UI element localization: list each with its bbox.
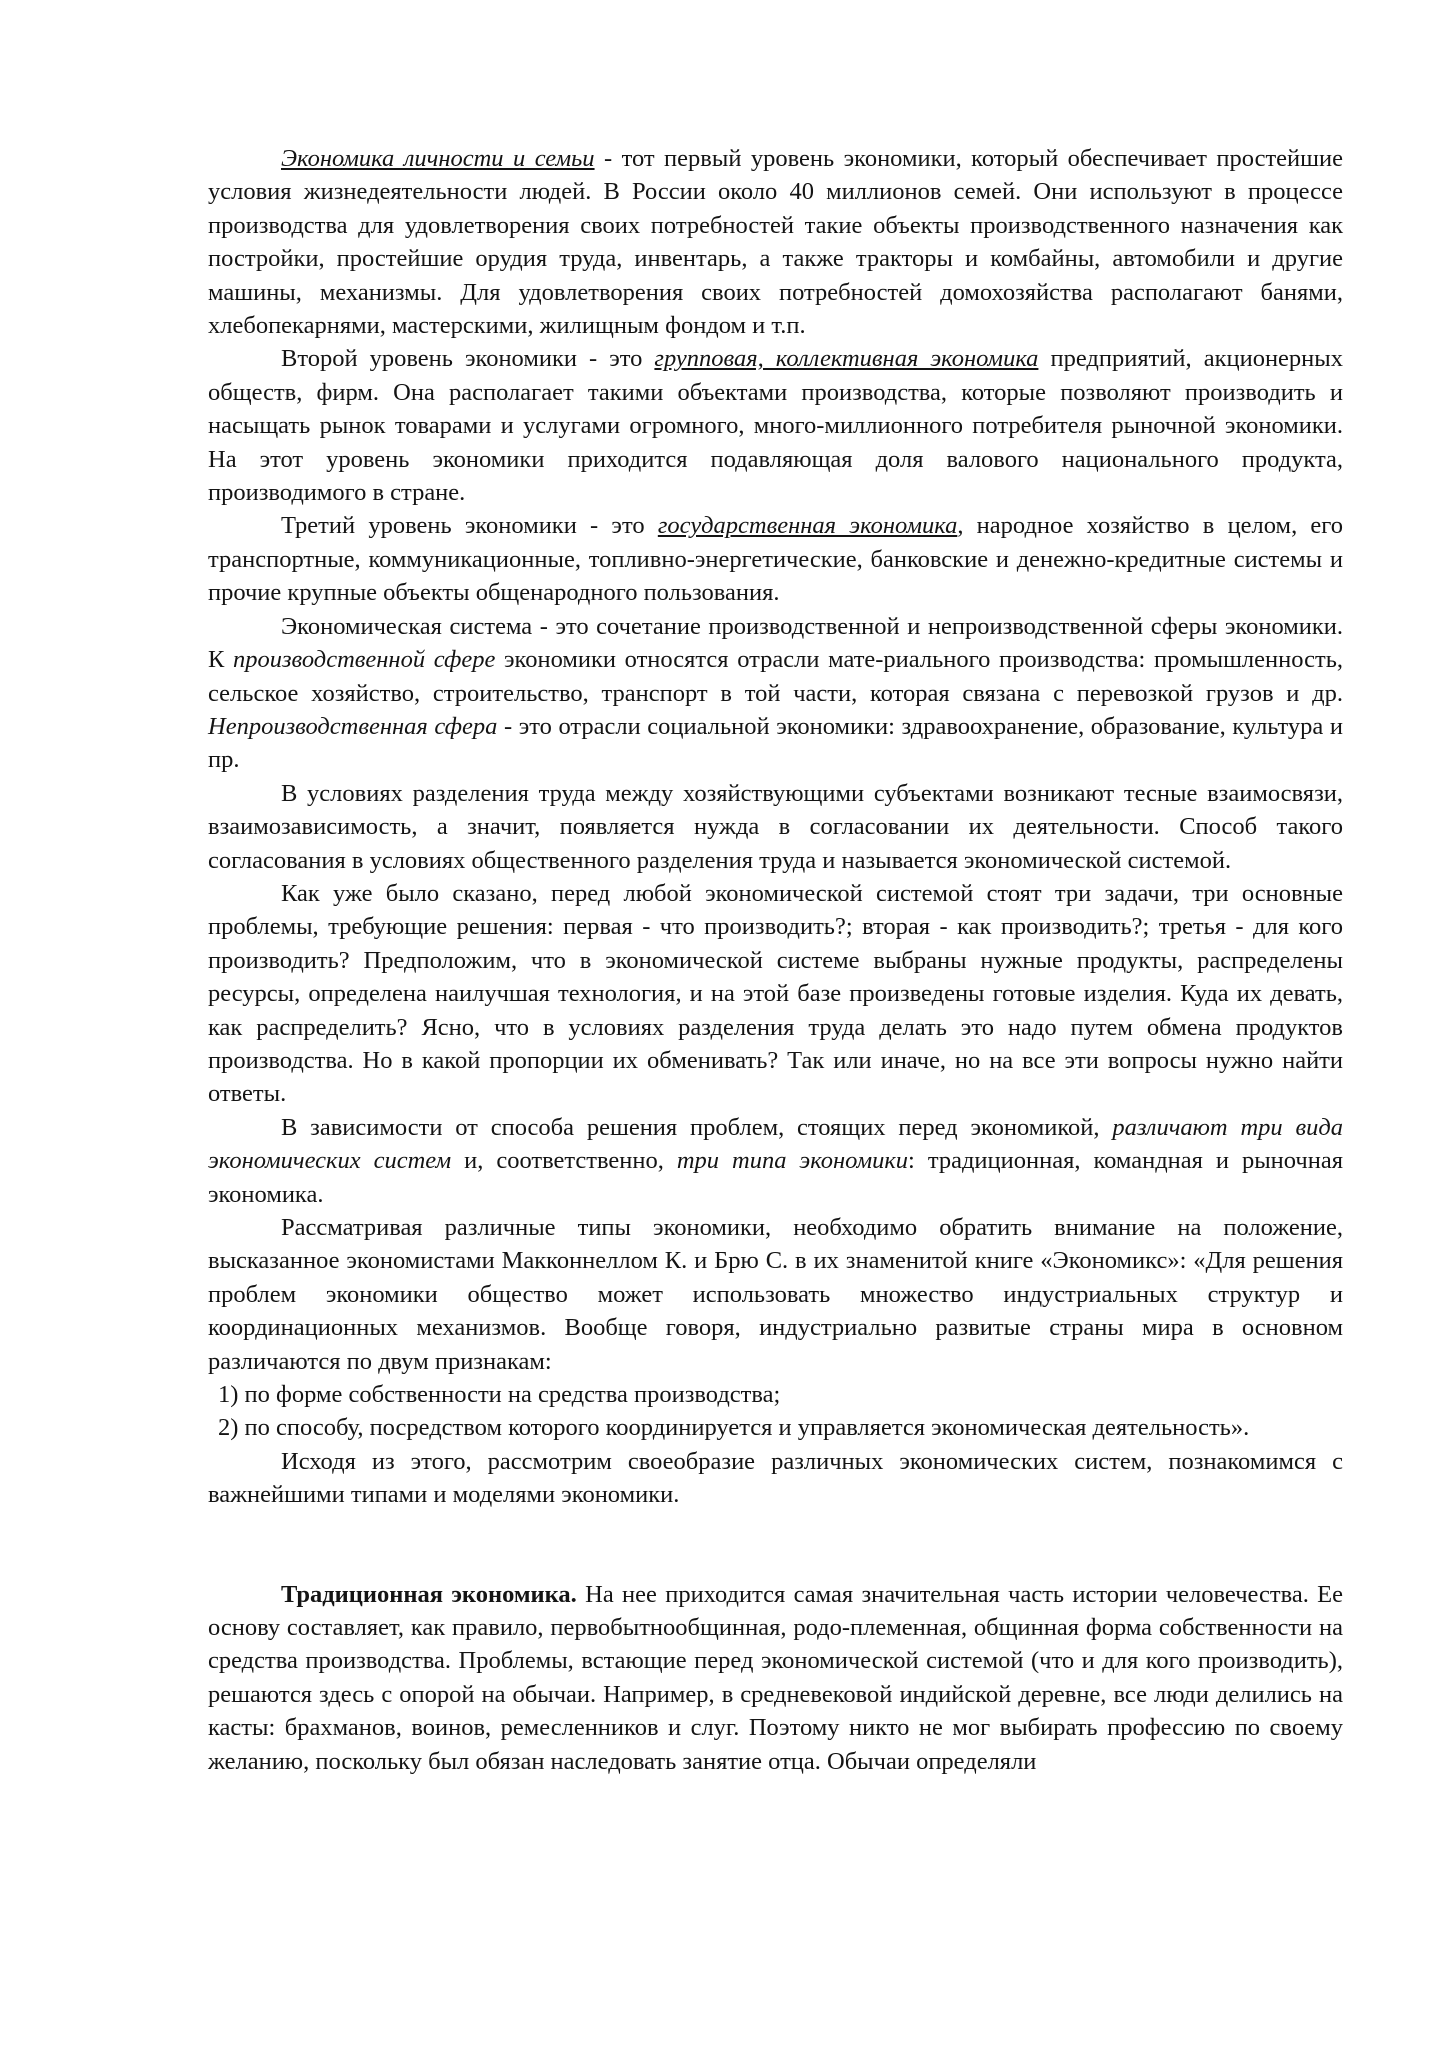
paragraph-family-economy: [208, 142, 1343, 342]
term-production-sphere: производственной сфере: [233, 646, 496, 674]
paragraph-text: На нее приходится самая значительная часть истории человечества. Ее основу составляет, как правило, первобытнообщинная, родо-племенная, общинная форма собственности на средства производства. Проблемы, встающие перед экономической системой (что и для кого производить), решаются здесь с опорой на обычаи. Например, в средневековой индийской деревне, все люди делились на касты: брахманов, воинов, ремесленников и слуг. Поэтому никто не мог выбирать профессию по своему желанию, поскольку был обязан наследовать занятие отца. Обычаи определяли: [208, 1580, 1343, 1775]
term-group-economy: групповая, коллективная экономика: [654, 345, 1039, 373]
paragraph-conclusion: Исходя из этого, рассмотрим своеобразие различных экономических систем, познакомимся с важнейшими типами и моделями экономики.: [208, 1447, 1343, 1509]
term-nonproduction-sphere: Непроизводственная сфера: [208, 712, 498, 740]
paragraph-text: экономики относятся отрасли мате-риального производства: промышленность, сельское хозяйство, строительство, транспорт в той части, которая связана с перевозкой грузов и др.: [208, 646, 1343, 707]
term-family-economy: Экономика личности и семьи: [281, 145, 595, 172]
paragraph-three-systems: [208, 1111, 1343, 1211]
paragraph-text: : традиционная, командная и рыночная экономика.: [208, 1147, 1343, 1208]
term-three-systems: различают три вида экономических систем: [208, 1113, 1343, 1175]
paragraph-text: В зависимости от способа решения проблем, стоящих перед экономикой,: [281, 1113, 1113, 1141]
paragraph-state-economy: [208, 509, 1343, 609]
paragraph-three-problems: Как уже было сказано, перед любой экономической системой стоят три задачи, три основные проблемы, требующие решения: первая - что производить?; вторая - как производить?; третья - для кого производить? Предположим, что в экономической системе выбраны нужные продукты, распределены ресурсы, определена наилучшая технология, и на этой базе произведены готовые изделия. Куда их девать, как распределить? Ясно, что в условиях разделения труда делать это надо путем обмена продуктов производства. Но в какой пропорции их обменивать? Так или иначе, но на все эти вопросы нужно найти ответы.: [208, 879, 1343, 1108]
list-item: 1) по форме собственности на средства производства;: [218, 1381, 781, 1409]
paragraph-text: , народное хозяйство в целом, его транспортные, коммуникационные, топливно-энергетические, банковские и денежно-кредитные системы и прочие крупные объекты общенародного пользования.: [208, 512, 1343, 607]
paragraph-text: - тот первый уровень экономики, который обеспечивает простейшие условия жизнедеятельности людей. В России около 40 миллионов семей. Они используют в процессе производства для удовлетворения своих потребностей такие объекты производственного назначения как постройки, простейшие орудия труда, инвентарь, а также тракторы и комбайны, автомобили и другие машины, механизмы. Для удовлетворения своих потребностей домохозяйства располагают банями, хлебопекарнями, мастерскими, жилищным фондом и т.п.: [208, 145, 1343, 340]
paragraph-economic-system: [208, 610, 1343, 777]
term-three-types: три типа экономики: [676, 1147, 909, 1175]
paragraph-traditional-economy: [208, 1578, 1343, 1778]
paragraph-text: и, соответственно,: [451, 1147, 677, 1175]
paragraph-division-of-labor: В условиях разделения труда между хозяйствующими субъектами возникают тесные взаимосвязи, взаимозависимость, а значит, появляется нужда в согласовании их деятельности. Способ такого согласования в условиях общественного разделения труда и называется экономической системой.: [208, 779, 1343, 874]
paragraph-text: - это отрасли социальной экономики: здравоохранение, образование, культура и пр.: [208, 712, 1343, 774]
paragraph-text: предприятий, акционерных обществ, фирм. Она располагает такими объектами производства, которые позволяют производить и насыщать рынок товарами и услугами огромного, много-миллионного потребителя рыночной экономики. На этот уровень экономики приходится подавляющая доля валового национального продукта, производимого в стране.: [208, 345, 1343, 507]
paragraph-text: Третий уровень экономики - это: [281, 512, 658, 540]
paragraph-mcconnell-quote: Рассматривая различные типы экономики, необходимо обратить внимание на положение, высказанное экономистами Макконнеллом К. и Брю С. в их знаменитой книге «Экономикс»: «Для решения проблем экономики общество может использовать множество индустриальных структур и координационных механизмов. Вообще говоря, индустриально развитые страны мира в основном различаются по двум признакам:: [208, 1214, 1343, 1375]
section-gap: [208, 1512, 1343, 1578]
paragraph-group-economy: [208, 342, 1343, 509]
paragraph-text: Второй уровень экономики - это: [281, 345, 655, 373]
paragraph-text: Экономическая система - это сочетание производственной и непроизводственной сферы экономики. К: [208, 612, 1343, 674]
section-heading: Традиционная экономика.: [281, 1580, 577, 1608]
list-item: 2) по способу, посредством которого координируется и управляется экономическая деятельность».: [218, 1414, 1250, 1442]
term-state-economy: государственная экономика: [657, 512, 958, 540]
